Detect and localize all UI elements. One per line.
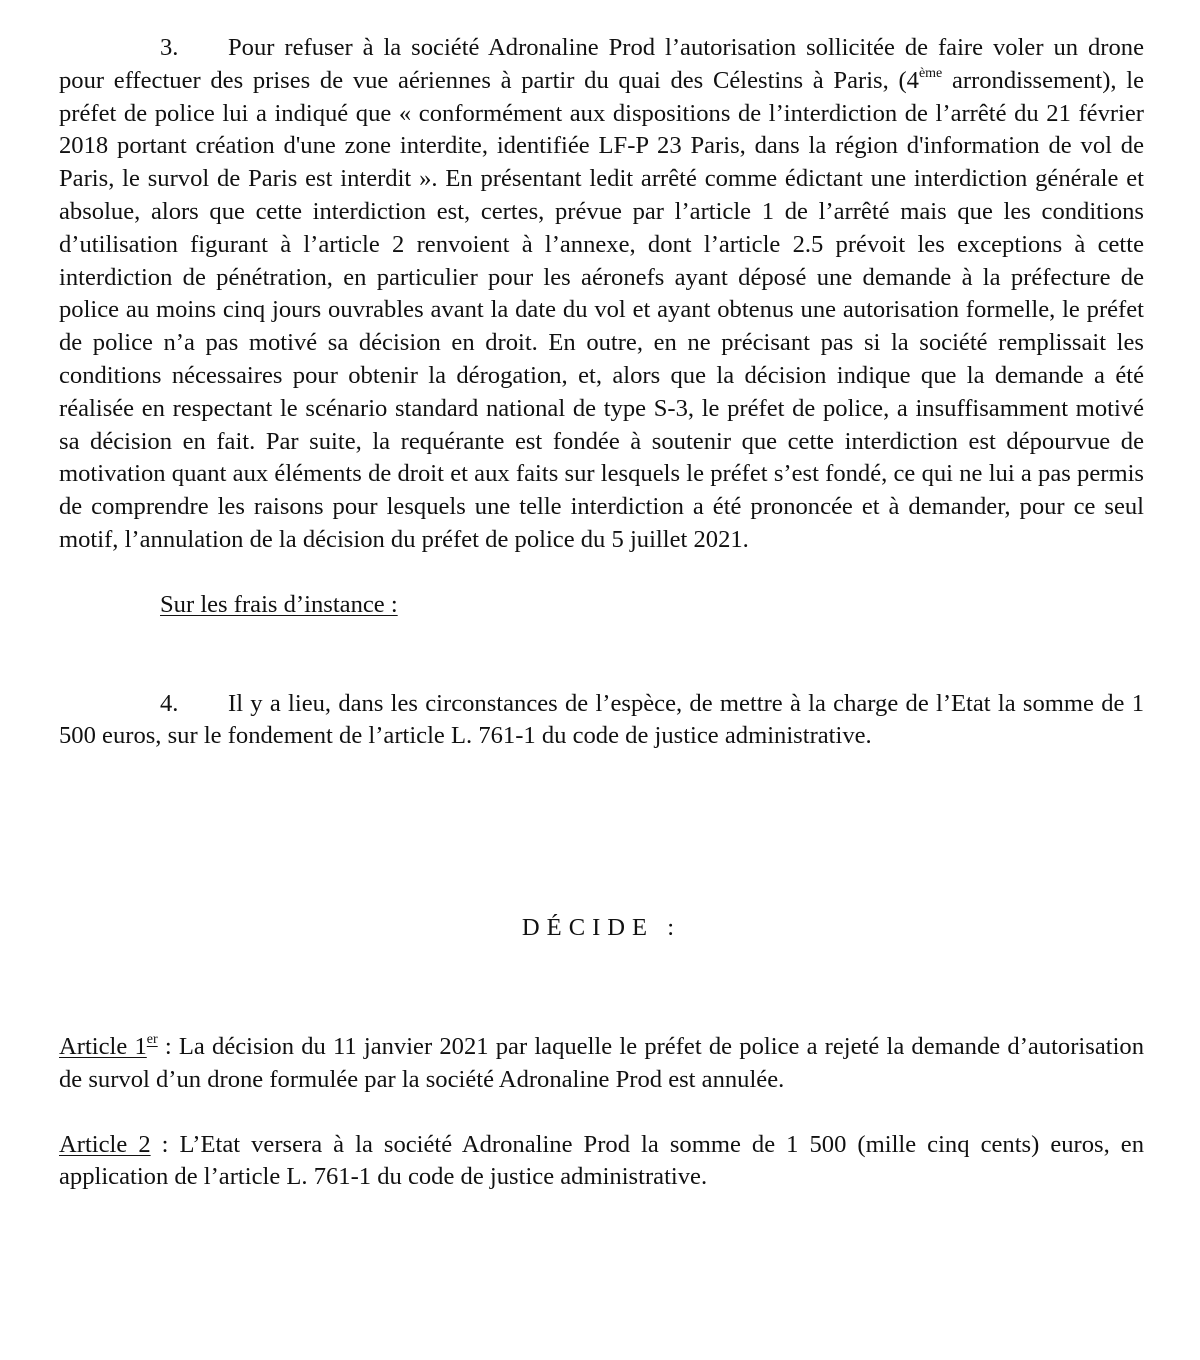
paragraph-number: 3. bbox=[160, 34, 179, 61]
superscript: ème bbox=[918, 65, 943, 81]
article-1-label: Article 1 bbox=[59, 1032, 147, 1060]
article-1-superscript: er bbox=[146, 1031, 158, 1047]
paragraph-number: 4. bbox=[160, 689, 179, 717]
paragraph-4 bbox=[59, 688, 1144, 754]
section-heading-frais: Sur les frais d’instance : bbox=[160, 590, 398, 618]
article-2-label: Article 2 bbox=[59, 1130, 151, 1158]
article-1 bbox=[59, 1031, 1144, 1097]
paragraph-text-end: arrondissement), le préfet de police lui a indiqué que « conformément aux dispositions de l’interdiction de l’arrêté du 21 février 2018 portant création d'une zone interdite, identifiée LF-P 23 Paris, dans la région d'information de vol de Paris, le survol de Paris est interdit ». En présentant ledit arrêté comme édictant une interdiction générale et absolue, alors que cette interdiction est, certes, prévue par l’article 1 de l’arrêté mais que les conditions d’utilisation figurant à l’article 2 renvoient à l’annexe, dont l’article 2.5 prévoit les exceptions à cette interdiction de pénétration, en particulier pour les aéronefs ayant déposé une demande à la préfecture de police au moins cinq jours ouvrables avant la date du vol et ayant obtenus une autorisation formelle, le préfet de police n’a pas motivé sa décision en droit. En outre, en ne précisant pas si la société remplissait les conditions nécessaires pour obtenir la dérogation, et, alors que la décision indique que la demande a été réalisée en respectant le scénario standard national de type S-3, le préfet de police, a insuffisamment motivé sa décision en fait. Par suite, la requérante est fondée à soutenir que cette interdiction est dépourvue de motivation quant aux éléments de droit et aux faits sur lesquels le préfet s’est fondé, ce qui ne lui a pas permis de comprendre les raisons pour lesquels une telle interdiction a été prononcée et à demander, pour ce seul motif, l’annulation de la décision du préfet de police du 5 juillet 2021. bbox=[59, 66, 1144, 553]
document-page bbox=[59, 32, 1144, 1194]
decide-heading: DÉCIDE : bbox=[521, 914, 682, 942]
article-2-text: : L’Etat versera à la société Adronaline Prod la somme de 1 500 (mille cinq cents) euros, en application de l’article L. 761-1 du code de justice administrative. bbox=[59, 1130, 1144, 1191]
paragraph-text-start: Pour refuser à la société Adronaline Prod l’autorisation sollicitée de faire voler un drone pour effectuer des prises de vue aériennes à partir du quai des Célestins à Paris, (4 bbox=[59, 34, 1144, 94]
article-2 bbox=[59, 1129, 1144, 1195]
paragraph-text: Il y a lieu, dans les circonstances de l’espèce, de mettre à la charge de l’Etat la somme de 1 500 euros, sur le fondement de l’article L. 761-1 du code de justice administrative. bbox=[59, 689, 1144, 750]
paragraph-3 bbox=[59, 32, 1144, 557]
article-1-text: : La décision du 11 janvier 2021 par laquelle le préfet de police a rejeté la demande d’autorisation de survol d’un drone formulée par la société Adronaline Prod est annulée. bbox=[59, 1032, 1144, 1093]
